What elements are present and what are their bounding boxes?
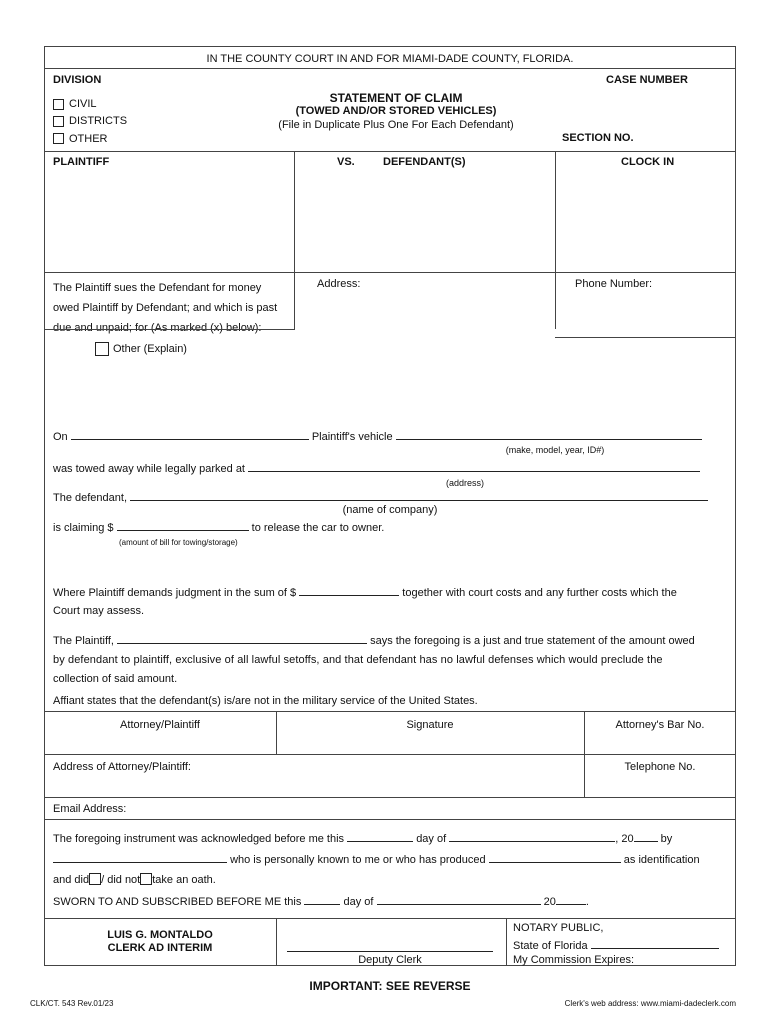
- sworn-day-field[interactable]: [304, 894, 340, 905]
- vehicle-hint: (make, model, year, ID#): [505, 445, 605, 455]
- year-prefix: , 20: [615, 833, 634, 845]
- acknowledged-label: The foregoing instrument was acknowledged before me this: [53, 833, 345, 845]
- and-did-label: and did: [53, 874, 90, 886]
- districts-checkbox[interactable]: [53, 116, 64, 127]
- demands-line: [53, 585, 677, 599]
- case-number-label: CASE NUMBER: [606, 74, 688, 86]
- vs-label: VS.: [337, 156, 355, 168]
- clerk-title: CLERK AD INTERIM: [107, 942, 213, 954]
- judgment-sum-field[interactable]: [299, 585, 399, 596]
- personally-known-line: [53, 852, 700, 866]
- defendant-company-line: [53, 490, 708, 504]
- commission-expires-label: My Commission Expires:: [513, 954, 635, 966]
- sues-text-line: The Plaintiff sues the Defendant for money: [53, 282, 262, 294]
- defendant-company-label: The defendant,: [53, 492, 128, 504]
- sworn-day-of-label: day of: [343, 896, 374, 908]
- attorney-address-label: Address of Attorney/Plaintiff:: [53, 761, 191, 773]
- court-heading: IN THE COUNTY COURT IN AND FOR MIAMI-DADE COUNTY, FLORIDA.: [206, 53, 574, 65]
- demands-label: Where Plaintiff demands judgment in the sum of $: [53, 587, 297, 599]
- form-number: CLK/CT. 543 Rev.01/23: [30, 999, 114, 1008]
- bar-no-label: Attorney's Bar No.: [615, 719, 705, 731]
- collection-text: collection of said amount.: [53, 673, 178, 685]
- identification-label: as identification: [623, 854, 700, 866]
- by-label: by: [660, 833, 673, 845]
- did-not-take-oath-checkbox[interactable]: [140, 873, 152, 885]
- address-hint: (address): [445, 478, 484, 488]
- notary-public-label: NOTARY PUBLIC,: [513, 922, 604, 934]
- plaintiff-name-field[interactable]: [117, 633, 367, 644]
- amount-field[interactable]: [117, 520, 249, 531]
- sworn-label: SWORN TO AND SUBSCRIBED BEFORE ME this: [53, 896, 302, 908]
- sworn-month-field[interactable]: [377, 894, 541, 905]
- defendants-label: DEFENDANT(S): [383, 156, 466, 168]
- on-date-line: [53, 429, 702, 443]
- towed-line: [53, 461, 700, 475]
- military-affidavit: Affiant states that the defendant(s) is/are not in the military service of the United States.: [53, 695, 478, 707]
- on-label: On: [53, 431, 68, 443]
- sworn-period: .: [585, 896, 589, 908]
- clerk-name: LUIS G. MONTALDO: [107, 929, 213, 941]
- sues-text-line: due and unpaid; for (As marked (x) below):: [53, 322, 262, 334]
- other-division-checkbox[interactable]: [53, 133, 64, 144]
- districts-label: DISTRICTS: [69, 115, 128, 127]
- demands-text: together with court costs and any further costs which the: [402, 587, 677, 599]
- did-not-label: / did not: [101, 874, 141, 886]
- ack-day-field[interactable]: [347, 831, 413, 842]
- plaintiff-says-label: The Plaintiff,: [53, 635, 114, 647]
- form-subtitle: (TOWED AND/OR STORED VEHICLES): [295, 105, 497, 117]
- day-of-label: day of: [416, 833, 447, 845]
- vehicle-label: Plaintiff's vehicle: [311, 431, 393, 443]
- claiming-line: [53, 520, 384, 534]
- towed-label: was towed away while legally parked at: [53, 463, 245, 475]
- oath-line: [53, 873, 216, 886]
- did-take-oath-checkbox[interactable]: [89, 873, 101, 885]
- defendant-address-label: Address:: [317, 278, 361, 290]
- statement-of-claim-form: [44, 46, 736, 966]
- setoffs-text: by defendant to plaintiff, exclusive of all lawful setoffs, and that defendant has no lawful defenses which would preclude the: [53, 654, 663, 666]
- other-explain-checkbox[interactable]: [95, 342, 109, 356]
- phone-number-label: Phone Number:: [575, 278, 653, 290]
- civil-label: CIVIL: [69, 98, 97, 110]
- civil-checkbox[interactable]: [53, 99, 64, 110]
- form-title: STATEMENT OF CLAIM: [329, 91, 463, 105]
- plaintiff-label: PLAINTIFF: [53, 156, 110, 168]
- company-field[interactable]: [130, 490, 708, 501]
- other-division-label: OTHER: [69, 133, 108, 145]
- court-may-assess: Court may assess.: [53, 605, 145, 617]
- telephone-label: Telephone No.: [624, 761, 696, 773]
- attorney-plaintiff-label: Attorney/Plaintiff: [120, 719, 200, 731]
- state-line: [513, 938, 719, 952]
- clerk-web-address: Clerk's web address: www.miami-dadeclerk.com: [564, 999, 736, 1008]
- ack-year-field[interactable]: [634, 831, 658, 842]
- date-field[interactable]: [71, 429, 309, 440]
- ack-month-field[interactable]: [449, 831, 615, 842]
- section-no-label: SECTION NO.: [562, 132, 634, 144]
- plaintiff-says-text: says the foregoing is a just and true statement of the amount owed: [370, 635, 695, 647]
- acknowledged-line: [53, 831, 672, 845]
- deputy-clerk-label: Deputy Clerk: [358, 954, 422, 966]
- signer-name-field[interactable]: [53, 852, 227, 863]
- claiming-label: is claiming $: [53, 522, 114, 534]
- vehicle-field[interactable]: [396, 429, 702, 440]
- take-oath-label: take an oath.: [152, 874, 216, 886]
- amount-hint: (amount of bill for towing/storage): [119, 538, 238, 547]
- other-explain-label: Other (Explain): [113, 343, 187, 355]
- filing-instruction: (File in Duplicate Plus One For Each Defendant): [278, 119, 514, 131]
- clock-in-label: CLOCK IN: [621, 156, 675, 168]
- sues-text-line: owed Plaintiff by Defendant; and which is past: [53, 302, 278, 314]
- important-notice: IMPORTANT: SEE REVERSE: [309, 979, 471, 993]
- tow-address-field[interactable]: [248, 461, 700, 472]
- release-label: to release the car to owner.: [251, 522, 385, 534]
- company-hint: (name of company): [342, 504, 438, 516]
- notary-state-field[interactable]: [591, 938, 719, 949]
- state-label: State of Florida: [513, 940, 588, 952]
- sworn-year-field[interactable]: [556, 894, 586, 905]
- identification-field[interactable]: [489, 852, 621, 863]
- division-label: DIVISION: [53, 74, 102, 86]
- plaintiff-says-line: [53, 633, 695, 647]
- sworn-line: [53, 894, 589, 908]
- signature-label: Signature: [406, 719, 454, 731]
- sworn-year-prefix: 20: [543, 896, 556, 908]
- personally-known-label: who is personally known to me or who has produced: [230, 854, 486, 866]
- email-label: Email Address:: [53, 803, 127, 815]
